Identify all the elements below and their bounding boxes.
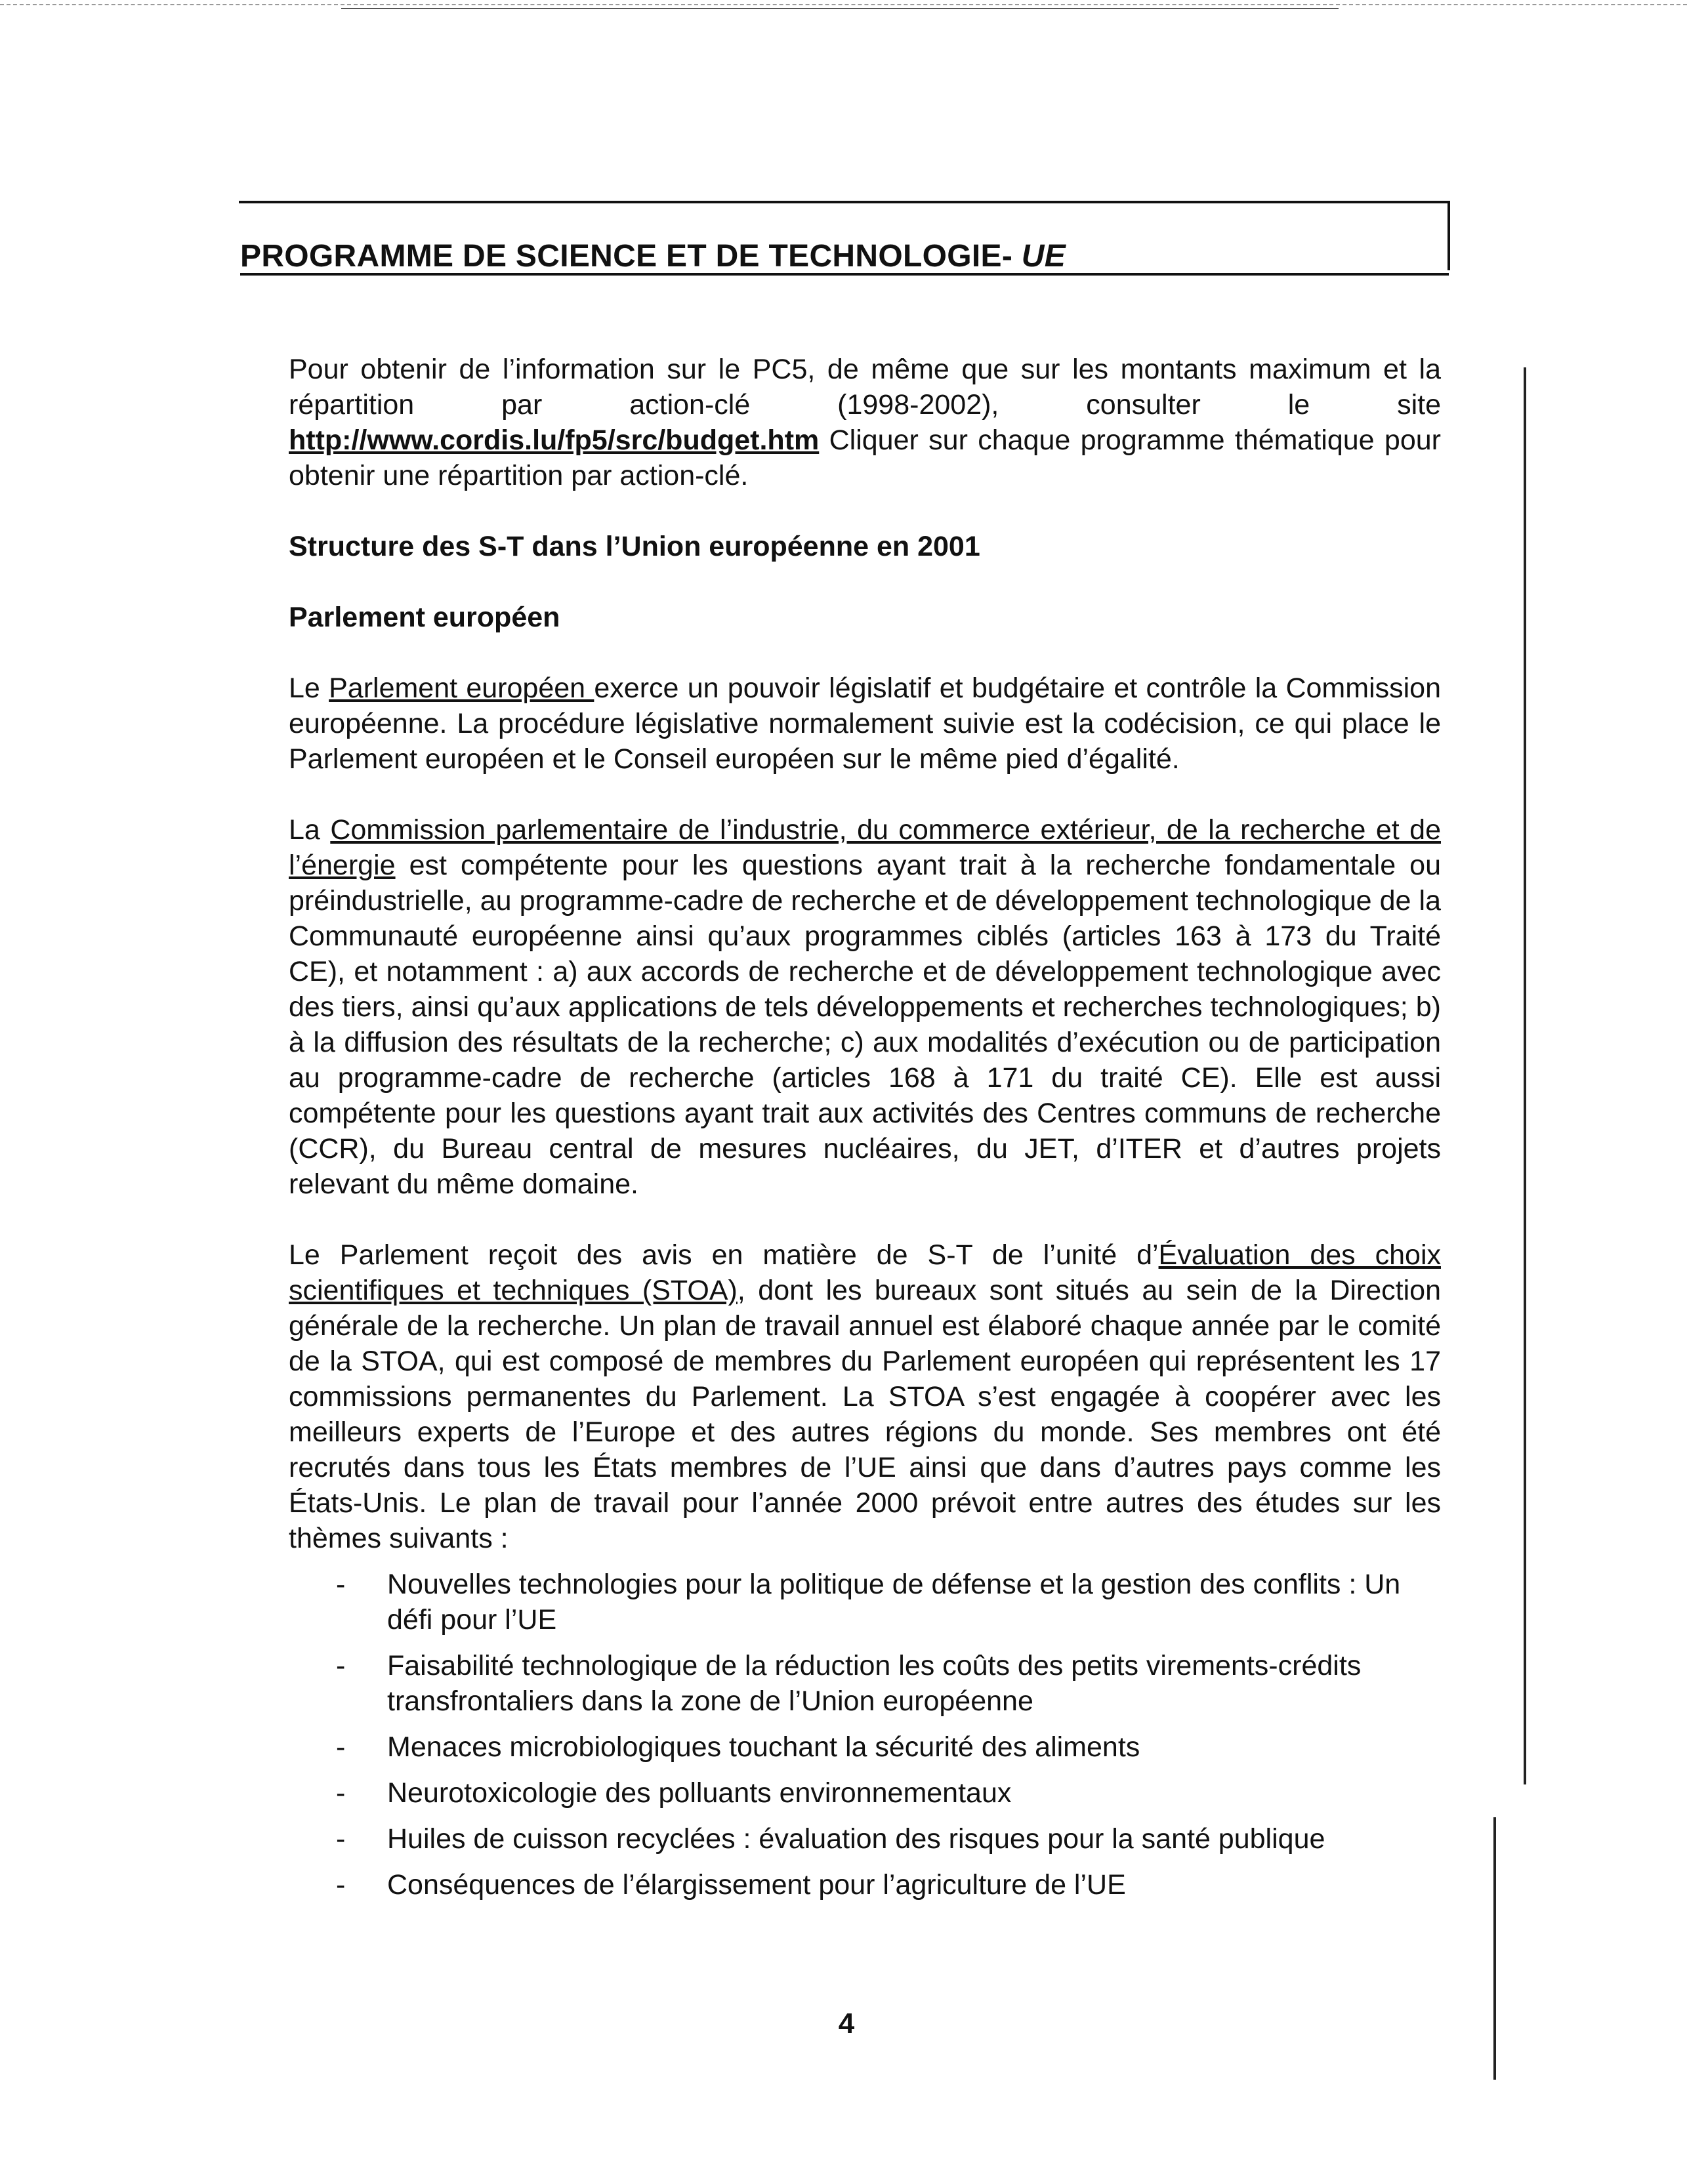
section-title: Structure des S-T dans l’Union européenne en 2001 [289, 531, 980, 562]
document-body [289, 352, 1441, 1913]
list-item-text: Menaces microbiologiques touchant la sécurité des aliments [387, 1731, 1140, 1763]
para3-text: Le Parlement reçoit des avis en matière de S-T de l’unité d’ [289, 1239, 1159, 1271]
list-item [289, 1867, 1441, 1903]
para1-text-end: exerce un pouvoir législatif et budgétaire et contrôle la Commission européenne. La procédure législative normalement suivie est la codécision, ce qui place le Parlement européen et le Conseil européen sur le même pied d’égalité. [289, 672, 1442, 775]
intro-text: Pour obtenir de l’information sur le PC5, de même que sur les montants maximum et la répartition par action-clé (1998-2002), consulter le site [289, 354, 1441, 421]
parliament-paragraph [289, 670, 1441, 777]
list-dash: - [336, 1650, 346, 1681]
list-item [289, 1729, 1441, 1765]
list-dash: - [336, 1823, 346, 1855]
topics-list [289, 1567, 1441, 1903]
para1-text: Le [289, 672, 329, 704]
page-heading [240, 240, 1449, 276]
list-item-text: Faisabilité technologique de la réduction les coûts des petits virements-crédits transfrontaliers dans la zone de l’Union européenne [387, 1650, 1362, 1717]
stoa-link[interactable]: Évaluation des choix scientifiques et techniques (STOA) [289, 1239, 1441, 1306]
para2-text: La [289, 814, 331, 846]
list-item-text: Conséquences de l’élargissement pour l’agriculture de l’UE [387, 1869, 1126, 1901]
list-dash: - [336, 1777, 346, 1809]
list-item-text: Nouvelles technologies pour la politique de défense et la gestion des conflits : Un défi pour l’UE [387, 1569, 1401, 1636]
scan-artifact-line [341, 8, 1339, 9]
committee-paragraph [289, 812, 1441, 1202]
para3-text-end: , dont les bureaux sont situés au sein de la Direction générale de la recherche. Un plan de travail annuel est élaboré chaque année par le comité de la STOA, qui est composé de membres du Parlement européen qui représentent les 17 commissions permanentes du Parlement. La STOA s’est engagée à coopérer avec les meilleurs experts de l’Europe et des autres régions du monde. Ses membres ont été recrutés dans tous les États membres de l’UE ainsi que dans d’autres pays comme les États-Unis. Le plan de travail pour l’année 2000 prévoit entre autres des études sur les thèmes suivants : [289, 1275, 1441, 1554]
header-top-rule [239, 201, 1450, 203]
list-item [289, 1775, 1441, 1811]
margin-rule [1524, 367, 1526, 1784]
heading-suffix: UE [1021, 239, 1066, 274]
list-dash: - [336, 1569, 346, 1600]
para2-text-end: est compétente pour les questions ayant trait à la recherche fondamentale ou préindustrielle, au programme-cadre de recherche et de développement technologique de la Communauté européenne ainsi qu’aux programmes ciblés (articles 163 à 173 du Traité CE), et notamment : a) aux accords de recherche et de développement technologique avec des tiers, ainsi qu’aux applications de tels développements et recherches technologiques; b) à la diffusion des résultats de la recherche; c) aux modalités d’exécution ou de participation au programme-cadre de recherche (articles 168 à 171 du traité CE). Elle est aussi compétente pour les questions ayant trait aux activités des Centres communs de recherche (CCR), du Bureau central de mesures nucléaires, du JET, d’ITER et d’autres projets relevant du même domaine. [289, 850, 1441, 1200]
heading-main: PROGRAMME DE SCIENCE ET DE TECHNOLOGIE- [240, 239, 1022, 274]
list-item-text: Huiles de cuisson recyclées : évaluation des risques pour la santé publique [387, 1823, 1325, 1855]
parliament-link[interactable]: Parlement européen [329, 672, 594, 704]
list-item [289, 1648, 1441, 1719]
list-dash: - [336, 1731, 346, 1763]
subsection-title: Parlement européen [289, 602, 560, 633]
committee-link[interactable]: Commission parlementaire de l’industrie, du commerce extérieur, de la recherche et de l’énergie [289, 814, 1441, 881]
list-dash: - [336, 1869, 346, 1901]
intro-paragraph [289, 352, 1441, 493]
list-item-text: Neurotoxicologie des polluants environnementaux [387, 1777, 1012, 1809]
page-number: 4 [838, 2008, 855, 2040]
budget-link[interactable]: http://www.cordis.lu/fp5/src/budget.htm [289, 424, 820, 456]
scan-artifact-line [0, 4, 1687, 5]
margin-rule [1493, 1817, 1496, 2080]
list-item [289, 1567, 1441, 1638]
list-item [289, 1821, 1441, 1857]
intro-text-end: Cliquer sur chaque programme thématique pour obtenir une répartition par action-clé. [289, 424, 1441, 491]
stoa-paragraph [289, 1237, 1441, 1556]
